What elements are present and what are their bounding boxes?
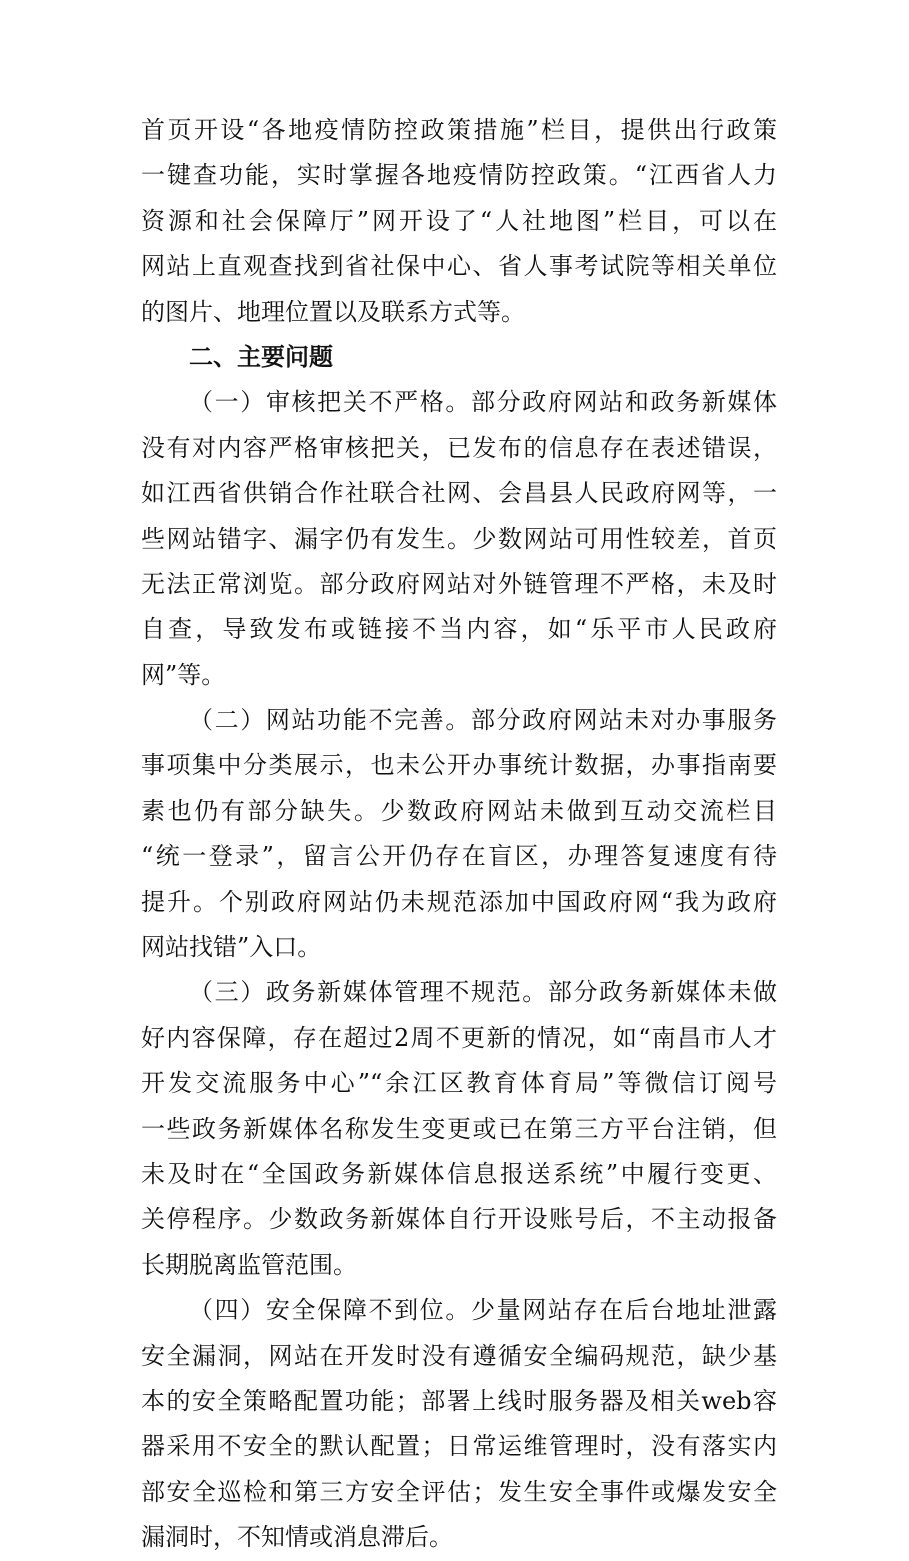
- text-line: （一）审核把关不严格。部分政府网站和政务新媒体: [189, 388, 777, 417]
- text-line: 如江西省供销合作社联合社网、会昌县人民政府网等，一: [141, 479, 777, 508]
- text-line: 一键查功能，实时掌握各地疫情防控政策。“江西省人力: [141, 161, 777, 190]
- text-line: 网”等。: [141, 660, 226, 689]
- text-line: 的图片、地理位置以及联系方式等。: [141, 297, 525, 326]
- text-line: 漏洞时，不知情或消息滞后。: [141, 1523, 453, 1552]
- paragraph-security: [141, 1288, 777, 1560]
- text-line: 自查，导致发布或链接不当内容，如“乐平市人民政府: [141, 615, 777, 644]
- text-line: 事项集中分类展示，也未公开办事统计数据，办事指南要: [141, 751, 777, 780]
- text-line: 网站找错”入口。: [141, 933, 322, 962]
- text-line: 安全漏洞，网站在开发时没有遵循安全编码规范，缺少基: [141, 1341, 777, 1370]
- text-line: 些网站错字、漏字仍有发生。少数网站可用性较差，首页: [141, 524, 777, 553]
- text-line: 部安全巡检和第三方安全评估；发生安全事件或爆发安全: [141, 1477, 777, 1506]
- text-line: 关停程序。少数政务新媒体自行开设账号后，不主动报备: [141, 1205, 777, 1234]
- intro-paragraph: [141, 108, 777, 335]
- section-heading: 二、主要问题: [189, 342, 333, 371]
- text-line: 好内容保障，存在超过2周不更新的情况，如“南昌市人才: [141, 1023, 777, 1052]
- text-line: 素也仍有部分缺失。少数政府网站未做到互动交流栏目: [141, 796, 777, 825]
- text-line: 首页开设“各地疫情防控政策措施”栏目，提供出行政策: [141, 116, 777, 144]
- paragraph-new-media: [141, 970, 777, 1288]
- text-line: 资源和社会保障厅”网开设了“人社地图”栏目，可以在: [141, 206, 777, 235]
- text-line: 一些政务新媒体名称发生变更或已在第三方平台注销，但: [141, 1114, 777, 1143]
- text-line: 无法正常浏览。部分政府网站对外链管理不严格，未及时: [141, 569, 777, 598]
- text-line: 网站上直观查找到省社保中心、省人事考试院等相关单位: [141, 252, 777, 281]
- document-body: [141, 108, 777, 1561]
- text-line: 开发交流服务中心”“余江区教育体育局”等微信订阅号: [141, 1069, 777, 1098]
- text-line: 提升。个别政府网站仍未规范添加中国政府网“我为政府: [141, 887, 777, 916]
- text-line: 没有对内容严格审核把关，已发布的信息存在表述错误，: [141, 433, 777, 462]
- text-line: （四）安全保障不到位。少量网站存在后台地址泄露: [189, 1296, 777, 1325]
- text-line: 器采用不安全的默认配置；日常运维管理时，没有落实内: [141, 1432, 777, 1461]
- text-line: 长期脱离监管范围。: [141, 1250, 357, 1279]
- text-line: 未及时在“全国政务新媒体信息报送系统”中履行变更、: [141, 1159, 777, 1188]
- text-line: （二）网站功能不完善。部分政府网站未对办事服务: [189, 706, 777, 735]
- paragraph-website-function: [141, 698, 777, 970]
- paragraph-review: [141, 380, 777, 698]
- text-line: （三）政务新媒体管理不规范。部分政务新媒体未做: [189, 978, 777, 1007]
- text-line: “统一登录”，留言公开仍存在盲区，办理答复速度有待: [141, 842, 777, 871]
- text-line: 本的安全策略配置功能；部署上线时服务器及相关web容: [141, 1386, 777, 1415]
